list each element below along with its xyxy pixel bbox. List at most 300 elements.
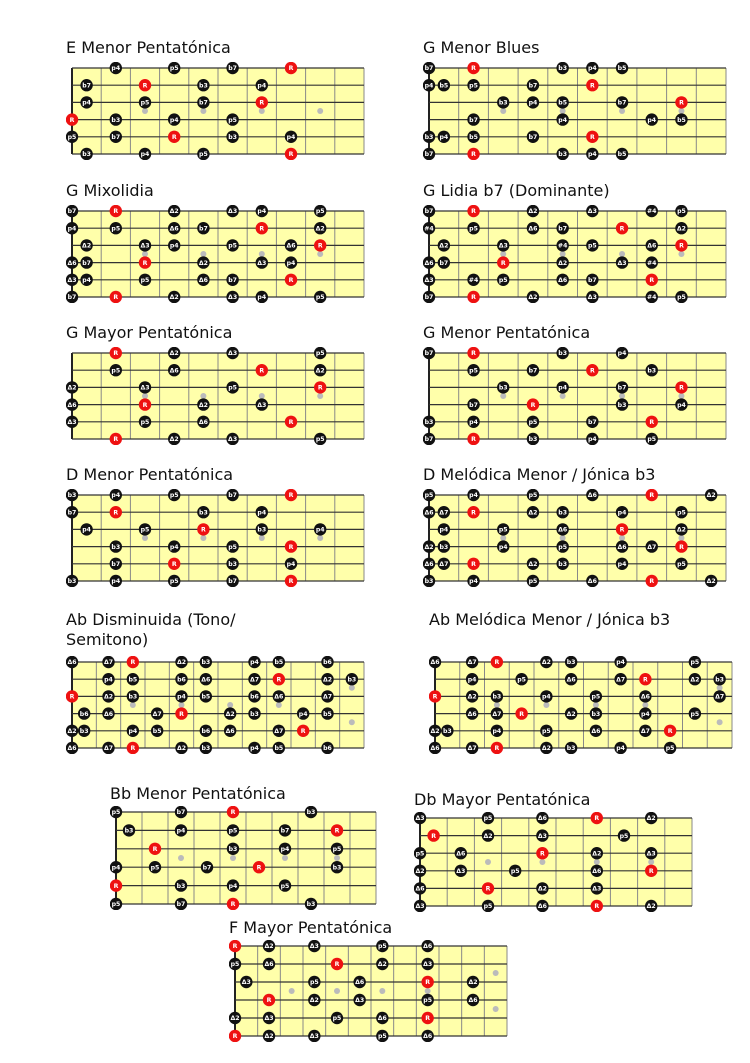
note-label: p4 [439,134,449,141]
fret-inlay-dot [560,393,566,399]
note-label: b3 [347,676,357,684]
note-label: b7 [528,82,538,90]
root-note [421,1012,433,1024]
note-label: Δ3 [241,979,251,987]
scale-note [586,148,598,160]
fret-inlay-dot [259,393,265,399]
scale-note [467,416,479,428]
note-label: p4 [492,728,502,735]
scale-note [175,673,187,685]
note-label: R [179,710,184,718]
note-label: Δ2 [541,745,551,753]
note-label: R [619,225,625,233]
note-label: R [594,903,600,911]
scale-note [226,347,238,359]
scale-note [102,742,114,754]
note-label: Δ2 [541,659,551,667]
diagram-title: Ab Melódica Menor / Jónica b3 [429,610,671,629]
fret-inlay-dot [200,251,206,257]
fretboard [423,205,728,303]
note-label: Δ3 [456,868,466,875]
scale-note [675,222,687,234]
note-label: Δ6 [423,943,433,951]
scale-note [438,239,450,251]
note-label: p4 [587,65,597,73]
scale-note [226,433,238,445]
note-label: Δ6 [424,561,434,568]
root-note [586,79,598,91]
scale-note [586,433,598,445]
scale-note [646,364,658,376]
diagram-title: D Menor Pentatónica [66,465,234,484]
note-label: Δ7 [274,728,284,735]
scale-note [279,843,291,855]
scale-note [66,575,78,587]
scale-note [197,416,209,428]
scale-note [556,540,568,552]
note-label: b7 [202,864,212,872]
fret-inlay-dot [200,108,206,114]
scale-note [226,575,238,587]
note-label: Δ2 [528,509,538,517]
scale-note [66,274,78,286]
scale-note [168,433,180,445]
note-label: b7 [199,225,208,233]
root-note [467,433,479,445]
note-label: b5 [617,65,627,73]
note-label: Δ2 [676,526,687,534]
scale-note [256,291,268,303]
note-label: p4 [298,710,308,718]
note-label: Δ2 [676,225,687,233]
scale-note [314,523,326,535]
scale-note [168,222,180,234]
scale-note [66,742,78,754]
scale-note [256,205,268,217]
scale-note [285,131,297,143]
scale-note [127,690,139,702]
scale-note [618,829,630,841]
note-label: R [288,578,294,586]
note-label: p5 [677,208,686,216]
scale-note [590,707,602,719]
scale-note [314,347,326,359]
scale-note [168,364,180,376]
note-label: Δ3 [587,294,597,302]
note-label: Δ2 [467,693,477,701]
note-label: p4 [169,116,179,124]
scale-note [263,1030,275,1042]
note-label: R [259,367,265,375]
scale-note [66,381,78,393]
note-label: p5 [591,693,601,701]
root-note [467,558,479,570]
scale-note [497,96,509,108]
note-label: p5 [228,116,237,124]
fret-inlay-dot [619,251,625,257]
note-label: R [317,242,323,250]
note-label: R [113,350,119,358]
fret-inlay-dot [717,685,723,691]
note-label: b5 [677,116,686,124]
scale-note [646,256,658,268]
scale-note [540,690,552,702]
note-label: Δ6 [587,578,597,586]
note-label: p5 [690,659,700,667]
note-label: Δ2 [592,850,602,858]
note-label: Δ2 [103,693,114,701]
scale-note [423,79,435,91]
diagram-title: G Mayor Pentatónica [66,323,233,342]
scale-note [467,994,479,1006]
scale-note [586,416,598,428]
scale-note [441,725,453,737]
scale-note [285,558,297,570]
scale-note [423,416,435,428]
note-label: R [317,384,323,392]
note-label: b3 [228,561,237,568]
root-note [429,690,441,702]
root-note [139,398,151,410]
note-label: Δ2 [537,885,547,893]
scale-note [675,523,687,535]
scale-note [139,416,151,428]
note-label: p4 [82,526,91,534]
diagram-ab-disminuida [66,610,366,755]
fret-inlay-dot [317,108,323,114]
note-label: Δ2 [315,225,325,233]
scale-note [331,861,343,873]
note-label: Δ7 [715,693,725,701]
scale-note [565,673,577,685]
scale-note [438,506,450,518]
note-label: Δ6 [377,1015,387,1023]
fret-inlay-dot [142,251,148,257]
fret-inlay-dot [200,535,206,541]
note-label: p4 [616,745,625,753]
scale-note [675,558,687,570]
note-label: Δ3 [587,208,597,216]
scale-note [139,381,151,393]
scale-note [527,416,539,428]
scale-note [175,656,187,668]
scale-note [527,558,539,570]
note-label: b5 [558,99,568,107]
scale-note [168,540,180,552]
root-note [273,673,285,685]
note-label: R [494,659,500,667]
note-label: R [649,578,655,586]
scale-note [226,205,238,217]
scale-note [423,540,435,552]
note-label: p4 [469,419,478,426]
note-label: R [471,436,476,444]
diagram-g-menor-pentatonica [423,323,728,445]
scale-note [80,148,92,160]
scale-note [200,673,212,685]
note-label: p5 [690,710,700,718]
scale-note [591,865,603,877]
scale-note [497,274,509,286]
scale-note [308,940,320,952]
scale-note [168,489,180,501]
root-note [263,994,275,1006]
note-label: b3 [558,65,568,73]
scale-note [556,113,568,125]
note-label: p4 [315,526,325,534]
root-note [127,656,139,668]
scale-note [689,673,701,685]
root-note [285,148,297,160]
note-label: Δ6 [286,242,296,250]
scale-note [346,673,358,685]
scale-note [226,291,238,303]
note-label: R [113,208,119,216]
root-note [314,239,326,251]
scale-note [586,291,598,303]
fret-inlay-dot [560,535,566,541]
fret-inlay-dot [619,108,625,114]
root-note [175,707,187,719]
note-label: p4 [111,864,121,872]
scale-note [139,523,151,535]
note-label: p4 [617,561,627,568]
scale-note [616,62,628,74]
scale-note [616,506,628,518]
note-label: b3 [79,728,89,735]
scale-note [248,673,260,685]
note-label: b7 [176,901,186,909]
note-label: Δ2 [706,492,716,500]
scale-note [110,364,122,376]
scale-note [429,725,441,737]
note-label: Δ6 [103,710,114,718]
diagram-title: Db Mayor Pentatónica [414,790,591,809]
root-note [331,958,343,970]
note-label: Δ3 [355,997,365,1005]
note-label: b6 [201,728,211,735]
scale-note [467,274,479,286]
diagram-g-mixolidia [66,181,366,303]
scale-note [66,222,78,234]
scale-note [423,274,435,286]
note-label: R [589,367,595,375]
root-note [536,847,548,859]
note-label: R [152,846,158,853]
note-label: p4 [176,827,186,835]
root-note [229,1030,241,1042]
note-label: R [113,509,119,517]
note-label: p5 [498,277,508,284]
note-label: Δ2 [198,401,208,409]
root-note [110,433,122,445]
scale-note [66,489,78,501]
fret-inlay-dot [130,702,136,708]
root-note [297,725,309,737]
scale-note [175,879,187,891]
note-label: #4 [424,225,434,233]
scale-note [110,575,122,587]
scale-note [616,148,628,160]
fret-inlay-dot [678,393,684,399]
scale-note [565,707,577,719]
scale-note [466,707,478,719]
scale-note [414,812,426,824]
note-label: b7 [424,350,434,358]
scale-note [675,398,687,410]
note-label: Δ6 [415,885,425,893]
note-label: R [130,659,136,667]
scale-note [201,861,213,873]
note-label: b7 [424,436,434,444]
scale-note [421,994,433,1006]
scale-note [646,113,658,125]
scale-note [110,540,122,552]
scale-note [273,690,285,702]
note-label: b7 [617,384,627,392]
note-label: p4 [169,543,179,551]
scale-note [467,113,479,125]
note-label: R [288,151,294,159]
note-label: Δ2 [225,710,235,718]
diagram-title: E Menor Pentatónica [66,38,231,57]
scale-note [689,707,701,719]
note-label: b3 [558,350,568,358]
scale-note [80,274,92,286]
scale-note [168,347,180,359]
note-label: Δ6 [169,367,179,375]
fret-inlay-dot [560,108,566,114]
scale-note [256,523,268,535]
scale-note [645,812,657,824]
note-label: b7 [199,99,208,107]
scale-note [616,256,628,268]
fretboard [66,347,366,445]
note-label: p4 [286,561,296,568]
note-label: b7 [469,401,478,409]
scale-note [527,205,539,217]
scale-note [421,1030,433,1042]
scale-note [197,96,209,108]
scale-note [438,558,450,570]
scale-note [314,205,326,217]
note-label: p5 [423,997,433,1005]
note-label: Δ2 [528,294,538,302]
scale-note [423,433,435,445]
note-label: b5 [152,728,162,735]
note-label: Δ6 [430,745,440,753]
scale-note [556,148,568,160]
note-label: #4 [647,208,657,216]
note-label: Δ6 [537,815,547,823]
root-note [427,829,439,841]
note-label: b3 [306,901,316,909]
note-label: Δ3 [140,384,150,392]
note-label: p4 [257,82,267,90]
scale-note [423,575,435,587]
note-label: Δ3 [228,294,238,302]
scale-note [376,940,388,952]
note-label: Δ6 [423,1033,433,1041]
note-label: Δ6 [537,903,547,911]
note-label: Δ3 [228,208,238,216]
scale-note [586,62,598,74]
note-label: p4 [177,693,186,701]
diagram-title: F Mayor Pentatónica [229,918,393,937]
note-label: p5 [415,850,425,858]
note-label: Δ7 [492,710,502,718]
root-note [616,222,628,234]
scale-note [414,882,426,894]
note-label: p5 [677,294,686,302]
root-note [285,416,297,428]
note-label: Δ2 [169,350,179,358]
scale-note [491,690,503,702]
note-label: p5 [140,277,150,284]
fret-inlay-dot [259,535,265,541]
note-label: Δ6 [566,676,576,684]
note-label: Δ7 [647,543,657,551]
root-note [66,690,78,702]
note-label: Δ3 [646,850,656,858]
scale-note [614,656,626,668]
diagram-title: G Mixolidia [66,181,154,200]
root-note [110,291,122,303]
note-label: R [334,961,340,969]
fret-inlay-dot [619,535,625,541]
scale-note [321,742,333,754]
note-label: Δ7 [439,509,449,517]
scale-note [66,656,78,668]
note-label: p5 [587,242,597,250]
scale-note [66,205,78,217]
scale-note [227,879,239,891]
note-label: Δ6 [201,676,211,684]
note-label: b7 [228,277,237,284]
scale-note [646,540,658,552]
note-label: Δ2 [176,745,187,753]
fret-inlay-dot [560,251,566,257]
scale-note [314,364,326,376]
note-label: p4 [467,676,477,684]
note-label: b6 [250,693,259,701]
note-label: p5 [469,82,478,90]
root-note [646,575,658,587]
note-label: R [300,728,306,735]
note-label: b3 [201,745,211,753]
note-label: Δ3 [423,961,433,969]
note-label: b7 [587,277,597,284]
note-label: p5 [315,436,325,444]
scale-note [586,575,598,587]
note-label: Δ2 [424,543,434,551]
scale-note [616,347,628,359]
note-label: R [259,225,265,233]
scale-note [80,96,92,108]
scale-note [168,205,180,217]
note-label: R [679,99,684,107]
note-label: R [425,979,431,987]
note-label: b3 [424,578,434,586]
note-label: p4 [558,384,568,392]
note-label: p4 [104,676,113,684]
note-label: b3 [332,864,342,872]
note-label: b7 [82,259,91,267]
note-label: Δ2 [67,384,77,392]
note-label: R [288,65,294,73]
note-label: R [500,259,506,267]
scale-note [226,62,238,74]
